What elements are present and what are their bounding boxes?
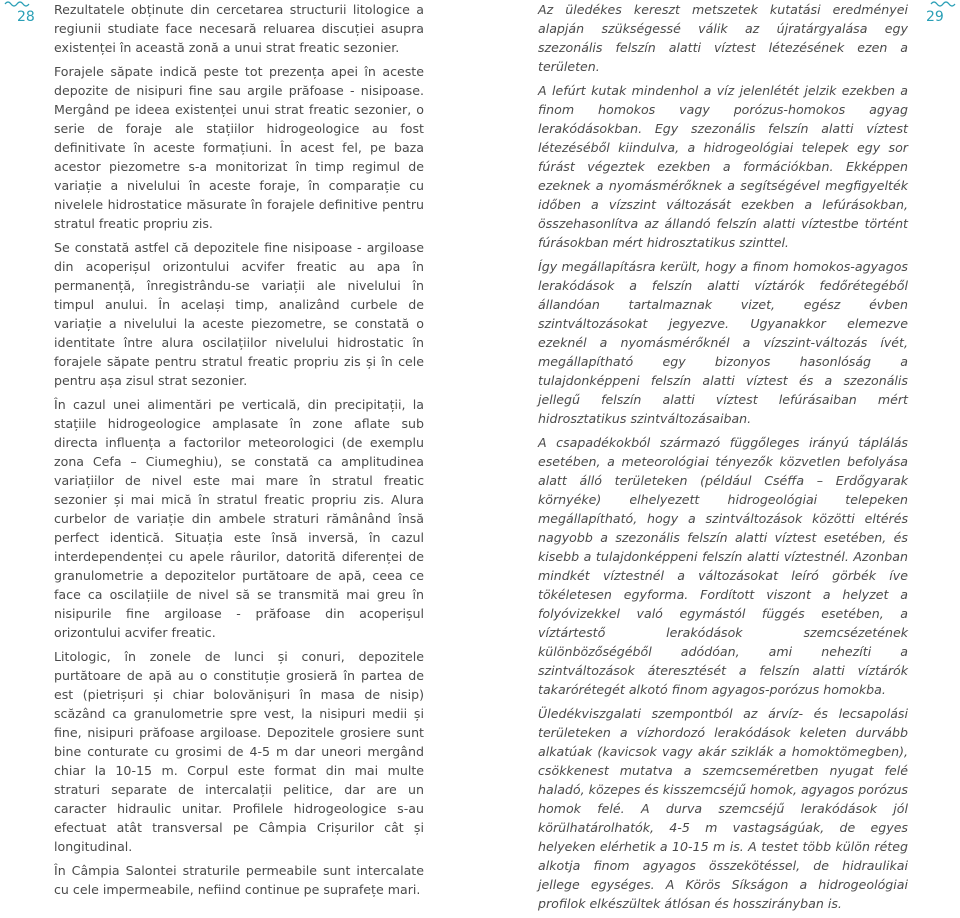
paragraph: A lefúrt kutak mindenhol a víz jelenlétét jelzik ezekben a finom homokos vagy porózus-homokos agyag lerakódásokban. Egy szezonális felszín alatti víztest létezéséből kiindulva, a hidrogeológiai telepek egy sor fúrást végeztek ezekben a formációkban. Ekképpen ezeknek a nyomásmérőknek a segítségével megfigyelték időben a vízszint változását ezekben a lefúrásokban, összehasonlítva az állandó felszín alatti víztestbe történt fúrásokban mért hidrosztatikus szinttel. [538, 83, 908, 250]
right-column-hungarian [538, 0, 908, 918]
wave-ornament-icon [4, 0, 30, 8]
paragraph: În Câmpia Salontei straturile permeabile sunt intercalate cu cele impermeabile, nefiind continue pe suprafețe mari. [54, 863, 424, 897]
paragraph: Litologic, în zonele de lunci și conuri, depozitele purtătoare de apă au o constituție grosieră în partea de est (pietrișuri și chiar bolovănișuri în masa de nisip) scăzând ca granulometrie spre vest, la nisipuri medii și fine, nisipuri prăfoase argiloase. Depozitele grosiere sunt bine conturate cu grosimi de 4-5 m dar uneori mergând chiar la 10-15 m. Corpul este format din mai multe straturi separate de intercalații pelitice, dar are un caracter hidraulic unitar. Profilele hidrogeologice s-au efectuat atât transversal pe Câmpia Crișurilor cât și longitudinal. [54, 649, 424, 854]
paragraph: Üledékviszgalati szempontból az árvíz- és lecsapolási területeken a vízhordozó lerakódások keleten durvább alkatúak (kavicsok vagy akár sziklák a homoktömegben), csökkenest mutatva a szemcseméretben nyugat felé haladó, közepes és kisszemcséjű homok, agyagos porózus homok felé. A durva szemcséjű lerakódások jól körülhatárolhatók, 4-5 m vastagságúak, de egyes helyeken elérhetik a 10-15 m is. A testet több külön réteg alkotja finom agyagos összekötéssel, de hidraulikai jellege egységes. A Körös Síkságon a hidrogeológiai profilok elkészültek átlósan és hosszirányban is. [538, 706, 908, 911]
paragraph: În cazul unei alimentări pe verticală, din precipitații, la stațiile hidrogeologice amplasate în zone aflate sub directa influența a factorilor meteorologici (de exemplu zona Cefa – Ciumeghiu), se constată ca amplitudinea variațiilor de nivel este mai mare în stratul freatic sezonier și mai mică în stratul freatic propriu zis. Alura curbelor de variație din ambele straturi rămânând însă perfect identică. Situația este însă inversă, în cazul interdependenței cu apele râurilor, datorită diferenței de granulometrie a depozitelor purtătoare de apă, ceea ce face ca oscilațiile de nivel să se transmită mai greu în nisipurile fine argiloase - prăfoase din acoperișul orizontului acvifer freatic. [54, 397, 424, 640]
wave-ornament-icon [930, 0, 956, 8]
page-number-right: 29 [926, 9, 944, 25]
paragraph: Forajele săpate indică peste tot prezența apei în aceste depozite de nisipuri fine sau argile prăfoase - nisipoase. Mergând pe ideea existenței unui strat freatic sezonier, o serie de foraje ale stațiilor hidrogeologice au fost definitivate în aceste formațiuni. În acest fel, pe baza acestor piezometre s-a monitorizat în timp regimul de variație a nivelului în aceste foraje, în comparație cu nivelele hidrostatice măsurate în forajele definitive pentru stratul freatic propriu zis. [54, 64, 424, 231]
left-column-romanian [54, 0, 424, 904]
paragraph: Se constată astfel că depozitele fine nisipoase - argiloase din acoperișul orizontului acvifer freatic au apa în permanență, înregistrându-se variații ale nivelului în timpul anului. În același timp, analizând curbele de variație a nivelului la aceste piezometre, se constată o identitate între alura oscilațiilor nivelului hidrostatic în forajele săpate pentru stratul freatic propriu zis și în cele pentru așa zisul strat sezonier. [54, 240, 424, 388]
paragraph: A csapadékokból származó függőleges irányú táplálás esetében, a meteorológiai tényezők közvetlen befolyása alatt álló területeken (például Cséffa – Erdőgyarak környéke) elhelyezett hidrogeológiai telepeken megállapítható, hogy a szintváltozások közötti eltérés nagyobb a szezonális felszín alatti víztest esetében, és kisebb a tulajdonképpeni felszín alatti víztestnél. Azonban mindkét víztestnél a változásokat leíró görbék íve tökéletesen egyforma. Fordított viszont a helyzet a folyóvizekkel való egymástól függés esetében, a víztártestő lerakódások szemcsézetének különbözőségéből adódóan, ami nehezíti a szintváltozások áteresztését a felszín alatti víztárók takarórétegét alkotó finom agyagos-porózus homokba. [538, 435, 908, 697]
paragraph: Rezultatele obținute din cercetarea structurii litologice a regiunii studiate face necesară reluarea discuției asupra existenței în această zonă a unui strat freatic sezonier. [54, 2, 424, 55]
paragraph: Így megállapításra került, hogy a finom homokos-agyagos lerakódások a felszín alatti víztárók fedőrétegéből állandóan tartalmaznak vizet, egész évben szintváltozásokat jegyezve. Ugyanakkor elemezve ezeknél a nyomásmérőknél a vízszint-változás ívét, megállapítható egy bizonyos hasonlóság a tulajdonképpeni felszín alatti víztest és a szezonális jellegű felszín alatti víztest lefúrásaiban mért hidrosztatikus szintváltozásaiban. [538, 259, 908, 426]
paragraph: Az üledékes kereszt metszetek kutatási eredményei alapján szükségessé válik az újratárgyalása egy szezonális felszín alatti víztest létezésének ezen a területen. [538, 2, 908, 74]
page-number-left: 28 [17, 9, 35, 25]
